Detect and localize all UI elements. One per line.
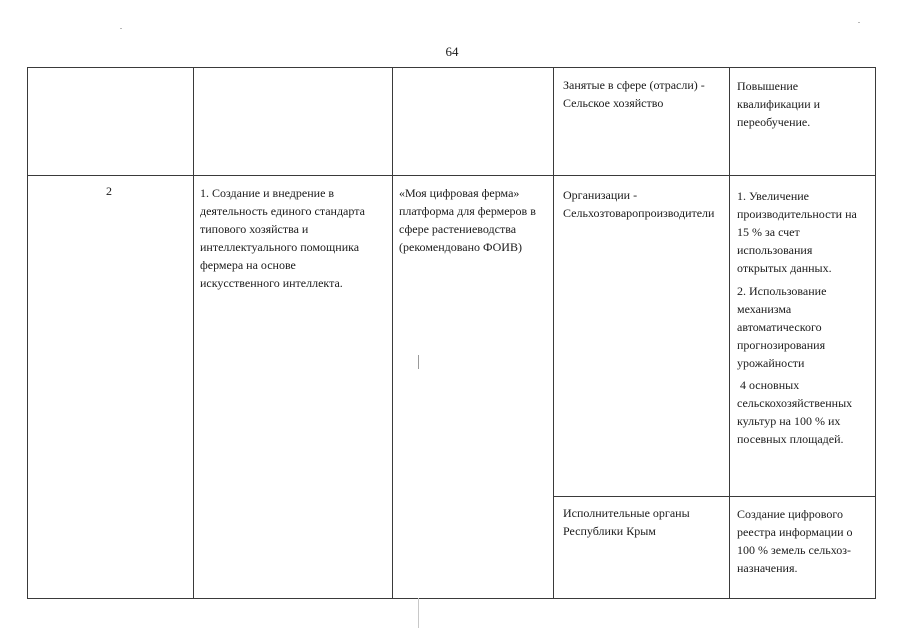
- row1-col4-cell: [563, 76, 705, 112]
- text-line: открытых данных.: [737, 261, 832, 275]
- text-line: автоматического: [737, 320, 822, 334]
- page-number: 64: [445, 44, 459, 59]
- text-line: Республики Крым: [563, 524, 656, 538]
- row2-number-cell: [106, 182, 112, 200]
- table-col-divider-2: [392, 67, 393, 599]
- text-line: (рекомендовано ФОИВ): [399, 240, 522, 254]
- text-line: производительности на: [737, 207, 857, 221]
- row-number: 2: [106, 184, 112, 198]
- text-line: «Моя цифровая ферма»: [399, 186, 520, 200]
- row2-col3-cell: [399, 184, 536, 256]
- text-line: прогнозирования: [737, 338, 826, 352]
- text-line: 1. Увеличение: [737, 189, 810, 203]
- text-line: посевных площадей.: [737, 432, 844, 446]
- text-line: Сельское хозяйство: [563, 96, 664, 110]
- text-line: интеллектуального помощника: [200, 240, 360, 254]
- text-line: сфере растениеводства: [399, 222, 517, 236]
- row2-col4b-cell: [563, 504, 690, 540]
- text-line: искусственного интеллекта.: [200, 276, 343, 290]
- text-line: деятельность единого стандарта: [200, 204, 365, 218]
- text-line: назначения.: [737, 561, 798, 575]
- row2-col4a-cell: [563, 186, 714, 222]
- text-line: Исполнительные органы: [563, 506, 690, 520]
- text-line: Занятые в сфере (отрасли) -: [563, 78, 705, 92]
- text-line: 100 % земель сельхоз-: [737, 543, 851, 557]
- row2-col5a-cell: [737, 187, 857, 448]
- table-border-bottom: [27, 598, 876, 599]
- text-line: урожайности: [737, 356, 805, 370]
- text-line: переобучение.: [737, 115, 811, 129]
- text-line: использования: [737, 243, 813, 257]
- text-line: Повышение: [737, 79, 799, 93]
- text-line: фермера на основе: [200, 258, 296, 272]
- text-line: 1. Создание и внедрение в: [200, 186, 335, 200]
- table-col-divider-3: [553, 67, 554, 599]
- table-subrow-divider: [553, 496, 876, 497]
- row2-col2-cell: [200, 184, 365, 292]
- row2-col5b-cell: [737, 505, 853, 577]
- text-line: 15 % за счет: [737, 225, 800, 239]
- text-line: культур на 100 % их: [737, 414, 841, 428]
- text-line: Создание цифрового: [737, 507, 843, 521]
- scan-artifact: [418, 598, 419, 628]
- table-col-divider-1: [193, 67, 194, 599]
- text-line: реестра информации о: [737, 525, 853, 539]
- text-line: сельскохозяйственных: [737, 396, 853, 410]
- text-line: механизма: [737, 302, 792, 316]
- text-line: типового хозяйства и: [200, 222, 309, 236]
- scan-speck: [858, 22, 860, 23]
- text-line: Организации -: [563, 188, 638, 202]
- text-line: квалификации и: [737, 97, 821, 111]
- table-col-divider-4: [729, 67, 730, 599]
- table-row-divider: [27, 175, 876, 176]
- scan-artifact: [418, 355, 419, 369]
- table-border-top: [27, 67, 876, 68]
- table-border-right: [875, 67, 876, 599]
- scan-speck: [120, 28, 122, 29]
- text-line: 2. Использование: [737, 284, 827, 298]
- text-line: 4 основных: [737, 378, 800, 392]
- text-line: Сельхозтоваропроизводители: [563, 206, 715, 220]
- text-line: платформа для фермеров в: [399, 204, 536, 218]
- row1-col5-cell: [737, 77, 820, 131]
- table-border-left: [27, 67, 28, 599]
